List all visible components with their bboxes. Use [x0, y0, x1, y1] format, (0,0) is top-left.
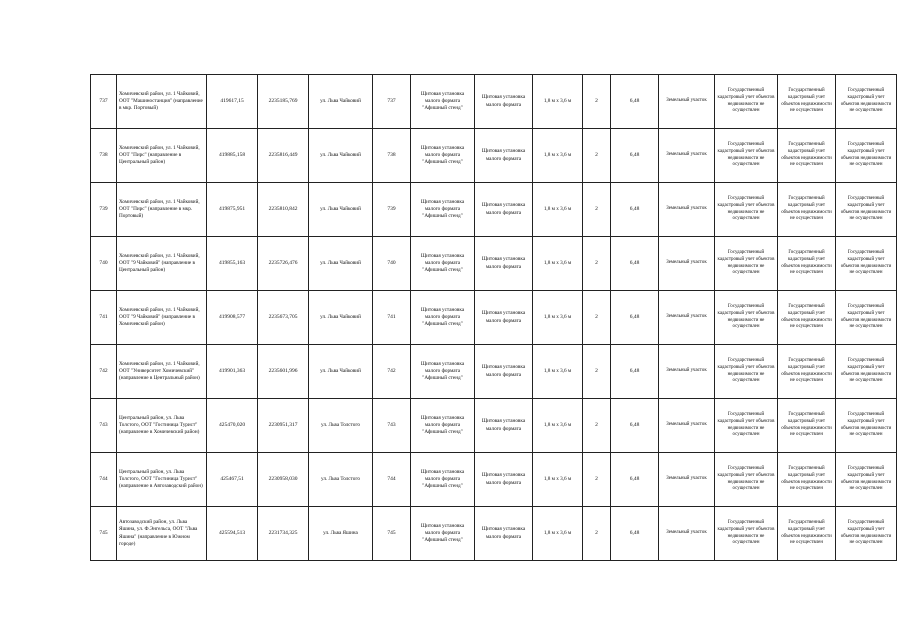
field-size: 1,8 м х 3,6 м [533, 75, 583, 129]
cadastral-status-3: Государственный кадастровый учет объектов недвижимости не осуществлен [836, 345, 897, 399]
field-size: 1,8 м х 3,6 м [533, 507, 583, 561]
sides-count: 2 [583, 399, 611, 453]
info-area: 6,48 [611, 507, 659, 561]
info-area: 6,48 [611, 237, 659, 291]
info-area: 6,48 [611, 399, 659, 453]
cadastral-status-2: Государственный кадастровый учет объектов недвижимости не осуществлен [778, 345, 836, 399]
cadastral-status-1: Государственный кадастровый учет объектов недвижимости не осуществлен [715, 75, 778, 129]
cadastral-status-2: Государственный кадастровый учет объектов недвижимости не осуществлен [778, 129, 836, 183]
sides-count: 2 [583, 291, 611, 345]
street-name: ул. Льва Толстого [309, 399, 373, 453]
coordinate-y: 2235673,705 [258, 291, 309, 345]
location-description: Центральный район, ул. Льва Толстого, ООТ "Гостиница Турист" (направление в Автозаводский район) [117, 453, 207, 507]
property-type: Земельный участок [659, 237, 715, 291]
row-number: 738 [91, 129, 117, 183]
location-description: Хомичевский район, ул. 1 Чайковий, ООТ "Машиностанция" (направление в мкр. Портовый) [117, 75, 207, 129]
info-area: 6,48 [611, 291, 659, 345]
table-row [91, 237, 897, 291]
object-code: 741 [373, 291, 411, 345]
location-description: Хомичевский район, ул. 1 Чайковий, ООТ "Пирс" (направление в Центральный район) [117, 129, 207, 183]
field-size: 1,8 м х 3,6 м [533, 129, 583, 183]
construction-type: Щитовая установка малого формата "Афишный стенд" [411, 453, 475, 507]
coordinate-y: 2230951,317 [258, 399, 309, 453]
field-size: 1,8 м х 3,6 м [533, 453, 583, 507]
cadastral-status-3: Государственный кадастровый учет объектов недвижимости не осуществлен [836, 183, 897, 237]
table-row [91, 399, 897, 453]
cadastral-status-2: Государственный кадастровый учет объектов недвижимости не осуществлен [778, 507, 836, 561]
table-row [91, 453, 897, 507]
row-number: 737 [91, 75, 117, 129]
object-code: 745 [373, 507, 411, 561]
coordinate-x: 419908,577 [207, 291, 258, 345]
table-body [91, 75, 897, 561]
construction-kind: Щитовая установка малого формата [475, 183, 533, 237]
cadastral-status-1: Государственный кадастровый учет объектов недвижимости не осуществлен [715, 507, 778, 561]
coordinate-x: 419617,15 [207, 75, 258, 129]
construction-kind: Щитовая установка малого формата [475, 237, 533, 291]
construction-type: Щитовая установка малого формата "Афишный стенд" [411, 75, 475, 129]
construction-kind: Щитовая установка малого формата [475, 453, 533, 507]
object-code: 737 [373, 75, 411, 129]
info-area: 6,48 [611, 453, 659, 507]
cadastral-status-3: Государственный кадастровый учет объектов недвижимости не осуществлен [836, 129, 897, 183]
coordinate-y: 2235726,476 [258, 237, 309, 291]
coordinate-x: 419885,158 [207, 129, 258, 183]
construction-type: Щитовая установка малого формата "Афишный стенд" [411, 345, 475, 399]
location-description: Хомичевский район, ул. 1 Чайковий, ООТ "9 Чайковий" (направление в Центральный район) [117, 237, 207, 291]
table-row [91, 345, 897, 399]
cadastral-status-2: Государственный кадастровый учет объектов недвижимости не осуществлен [778, 291, 836, 345]
table-row [91, 507, 897, 561]
coordinate-y: 2235601,996 [258, 345, 309, 399]
table-row [91, 75, 897, 129]
row-number: 744 [91, 453, 117, 507]
cadastral-status-3: Государственный кадастровый учет объектов недвижимости не осуществлен [836, 399, 897, 453]
coordinate-x: 425467,51 [207, 453, 258, 507]
property-type: Земельный участок [659, 345, 715, 399]
object-code: 740 [373, 237, 411, 291]
object-code: 744 [373, 453, 411, 507]
property-type: Земельный участок [659, 399, 715, 453]
construction-kind: Щитовая установка малого формата [475, 399, 533, 453]
sides-count: 2 [583, 507, 611, 561]
street-name: ул. Льва Толстого [309, 453, 373, 507]
info-area: 6,48 [611, 183, 659, 237]
cadastral-status-2: Государственный кадастровый учет объектов недвижимости не осуществлен [778, 237, 836, 291]
location-description: Автозаводский район, ул. Льва Яшина, ул. Ф.Энгельса, ООТ "Льва Яшина" (направление в Южном городе) [117, 507, 207, 561]
object-code: 739 [373, 183, 411, 237]
street-name: ул. Льва Чайковий [309, 129, 373, 183]
coordinate-x: 419855,163 [207, 237, 258, 291]
object-code: 738 [373, 129, 411, 183]
construction-type: Щитовая установка малого формата "Афишный стенд" [411, 237, 475, 291]
property-type: Земельный участок [659, 453, 715, 507]
cadastral-status-1: Государственный кадастровый учет объектов недвижимости не осуществлен [715, 129, 778, 183]
construction-type: Щитовая установка малого формата "Афишный стенд" [411, 129, 475, 183]
cadastral-status-1: Государственный кадастровый учет объектов недвижимости не осуществлен [715, 453, 778, 507]
table-row [91, 183, 897, 237]
location-description: Хомичевский район, ул. 1 Чайковий, ООТ "Университет Хомичевский" (направление в Центральный район) [117, 345, 207, 399]
construction-kind: Щитовая установка малого формата [475, 75, 533, 129]
street-name: ул. Льва Чайковий [309, 183, 373, 237]
cadastral-status-3: Государственный кадастровый учет объектов недвижимости не осуществлен [836, 75, 897, 129]
property-type: Земельный участок [659, 183, 715, 237]
field-size: 1,8 м х 3,6 м [533, 291, 583, 345]
cadastral-status-1: Государственный кадастровый учет объектов недвижимости не осуществлен [715, 291, 778, 345]
row-number: 743 [91, 399, 117, 453]
coordinate-y: 2231734,325 [258, 507, 309, 561]
row-number: 739 [91, 183, 117, 237]
cadastral-status-3: Государственный кадастровый учет объектов недвижимости не осуществлен [836, 507, 897, 561]
object-code: 743 [373, 399, 411, 453]
sides-count: 2 [583, 183, 611, 237]
property-type: Земельный участок [659, 507, 715, 561]
construction-type: Щитовая установка малого формата "Афишный стенд" [411, 183, 475, 237]
sides-count: 2 [583, 129, 611, 183]
info-area: 6,48 [611, 75, 659, 129]
street-name: ул. Льва Чайковий [309, 345, 373, 399]
table-row [91, 129, 897, 183]
coordinate-y: 2235185,769 [258, 75, 309, 129]
cadastral-status-1: Государственный кадастровый учет объектов недвижимости не осуществлен [715, 237, 778, 291]
location-description: Центральный район, ул. Льва Толстого, ООТ "Гостиница Турист" (направление в Хомичевский район) [117, 399, 207, 453]
cadastral-status-3: Государственный кадастровый учет объектов недвижимости не осуществлен [836, 291, 897, 345]
location-description: Хомичевский район, ул. 1 Чайковий, ООТ "Пирс" (направление в мкр. Портовый) [117, 183, 207, 237]
construction-kind: Щитовая установка малого формата [475, 345, 533, 399]
street-name: ул. Льва Чайковий [309, 291, 373, 345]
sides-count: 2 [583, 237, 611, 291]
coordinate-y: 2235810,842 [258, 183, 309, 237]
field-size: 1,8 м х 3,6 м [533, 399, 583, 453]
object-code: 742 [373, 345, 411, 399]
row-number: 745 [91, 507, 117, 561]
row-number: 742 [91, 345, 117, 399]
street-name: ул. Льва Чайковий [309, 75, 373, 129]
location-description: Хомичевский район, ул. 1 Чайковий, ООТ "9 Чайковий" (направление в Хомичевский район) [117, 291, 207, 345]
construction-kind: Щитовая установка малого формата [475, 291, 533, 345]
cadastral-status-2: Государственный кадастровый учет объектов недвижимости не осуществлен [778, 75, 836, 129]
construction-type: Щитовая установка малого формата "Афишный стенд" [411, 399, 475, 453]
cadastral-status-1: Государственный кадастровый учет объектов недвижимости не осуществлен [715, 345, 778, 399]
construction-kind: Щитовая установка малого формата [475, 507, 533, 561]
field-size: 1,8 м х 3,6 м [533, 345, 583, 399]
property-type: Земельный участок [659, 129, 715, 183]
info-area: 6,48 [611, 345, 659, 399]
sides-count: 2 [583, 75, 611, 129]
sides-count: 2 [583, 453, 611, 507]
cadastral-status-2: Государственный кадастровый учет объектов недвижимости не осуществлен [778, 183, 836, 237]
coordinate-x: 419901,363 [207, 345, 258, 399]
cadastral-status-1: Государственный кадастровый учет объектов недвижимости не осуществлен [715, 399, 778, 453]
info-area: 6,48 [611, 129, 659, 183]
coordinate-x: 419875,951 [207, 183, 258, 237]
cadastral-status-1: Государственный кадастровый учет объектов недвижимости не осуществлен [715, 183, 778, 237]
coordinate-x: 425470,020 [207, 399, 258, 453]
row-number: 741 [91, 291, 117, 345]
cadastral-status-2: Государственный кадастровый учет объектов недвижимости не осуществлен [778, 453, 836, 507]
sides-count: 2 [583, 345, 611, 399]
row-number: 740 [91, 237, 117, 291]
coordinate-y: 2235816,449 [258, 129, 309, 183]
registry-table [90, 74, 897, 561]
construction-type: Щитовая установка малого формата "Афишный стенд" [411, 291, 475, 345]
cadastral-status-2: Государственный кадастровый учет объектов недвижимости не осуществлен [778, 399, 836, 453]
street-name: ул. Льва Яшина [309, 507, 373, 561]
street-name: ул. Льва Чайковий [309, 237, 373, 291]
construction-kind: Щитовая установка малого формата [475, 129, 533, 183]
construction-type: Щитовая установка малого формата "Афишный стенд" [411, 507, 475, 561]
cadastral-status-3: Государственный кадастровый учет объектов недвижимости не осуществлен [836, 453, 897, 507]
field-size: 1,8 м х 3,6 м [533, 183, 583, 237]
field-size: 1,8 м х 3,6 м [533, 237, 583, 291]
coordinate-x: 425594,513 [207, 507, 258, 561]
table-row [91, 291, 897, 345]
property-type: Земельный участок [659, 75, 715, 129]
coordinate-y: 2230958,030 [258, 453, 309, 507]
cadastral-status-3: Государственный кадастровый учет объектов недвижимости не осуществлен [836, 237, 897, 291]
property-type: Земельный участок [659, 291, 715, 345]
